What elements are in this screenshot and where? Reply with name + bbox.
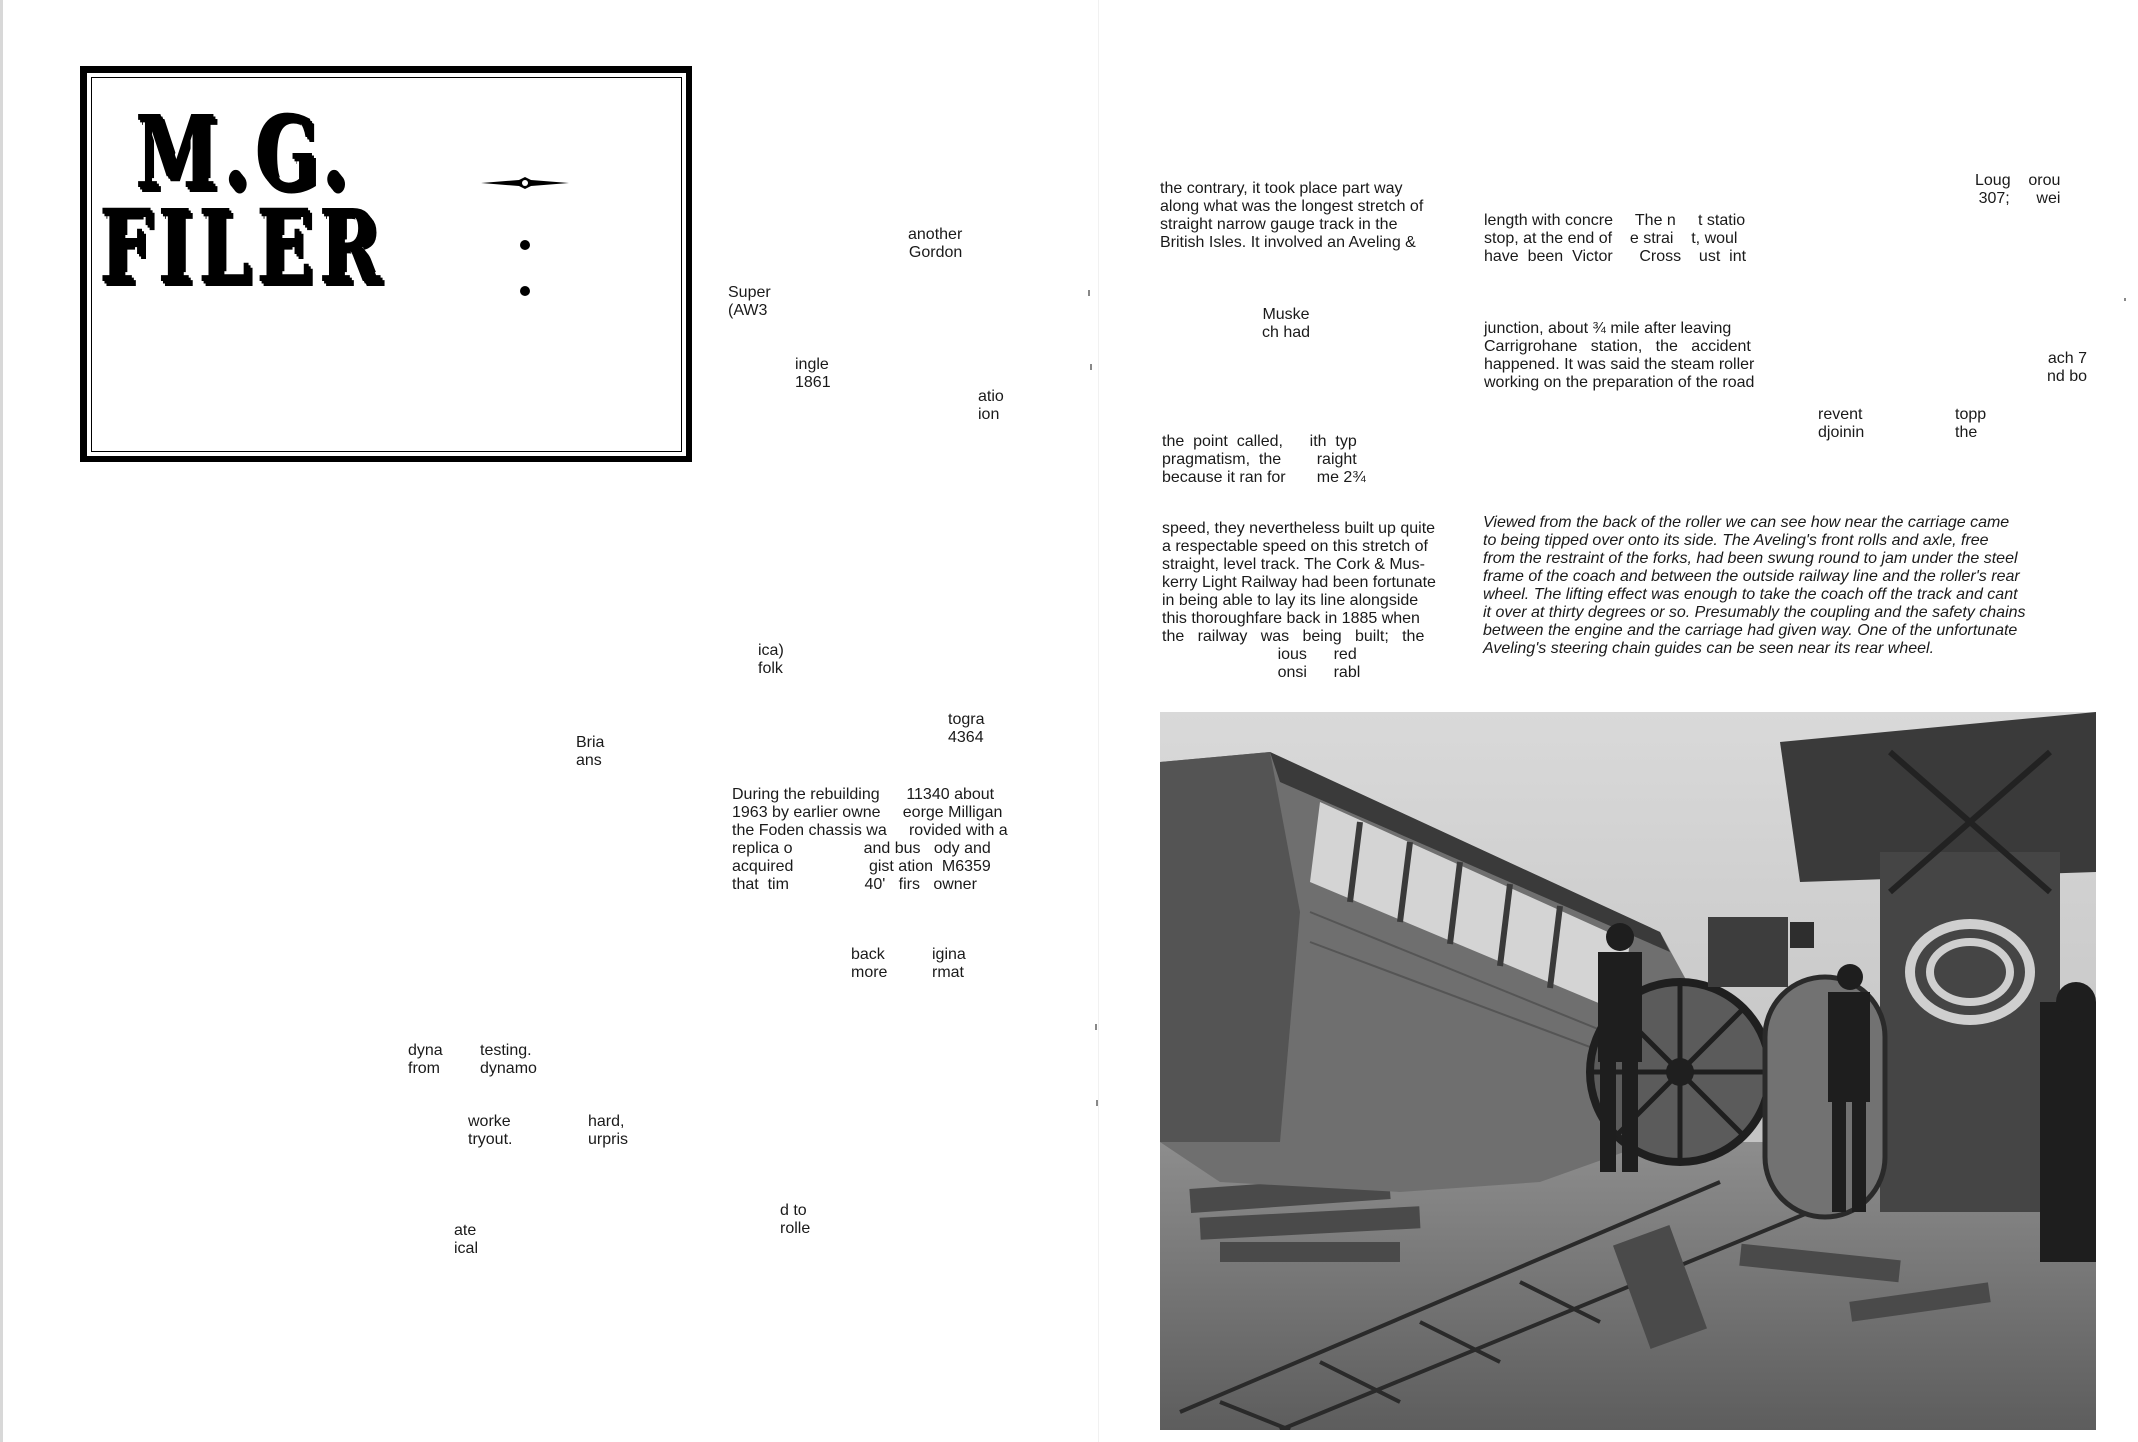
text-line: onsi rabl bbox=[1162, 664, 1361, 681]
text-line: 1963 by earlier owne eorge Milligan bbox=[732, 804, 1003, 821]
text-line: pragmatism, the raight bbox=[1162, 451, 1357, 468]
fragment-hard: hard, urpris bbox=[588, 1113, 629, 1148]
text-line: straight narrow gauge track in the bbox=[1160, 216, 1398, 233]
text-line: stop, at the end of e strai t, woul bbox=[1484, 230, 1738, 247]
caption-line: it over at thirty degrees or so. Presumably the coupling and the safety chains bbox=[1483, 604, 2026, 621]
text-line: along what was the longest stretch of bbox=[1160, 198, 1424, 215]
fragment-another: another Gordon bbox=[908, 226, 963, 261]
text-line: replica o and bus ody and bbox=[732, 840, 991, 857]
scan-mark bbox=[1095, 1024, 1097, 1030]
text-line: length with concre The n t statio bbox=[1484, 212, 1746, 229]
fragment-atio: atio ion bbox=[978, 388, 1004, 423]
text-line: a respectable speed on this stretch of bbox=[1162, 538, 1428, 555]
fragment-loug: Loug orou 307; wei bbox=[1975, 172, 2061, 207]
text-line: ch had bbox=[1262, 324, 1311, 341]
accident-photograph bbox=[1160, 712, 2096, 1430]
text-line: because it ran for me 2¾ bbox=[1162, 469, 1366, 486]
text-line: that tim 40' firs owner bbox=[732, 876, 977, 893]
column1-speed bbox=[1162, 520, 1436, 682]
column1-intro bbox=[1160, 180, 1423, 252]
fragment-worke: worke tryout. bbox=[468, 1113, 513, 1148]
fragment-ate: ate ical bbox=[454, 1222, 479, 1257]
text-line: Muske bbox=[1262, 306, 1310, 323]
text-line: this thoroughfare back in 1885 when bbox=[1162, 610, 1420, 627]
column2-junction bbox=[1484, 320, 1754, 392]
text-line: djoinin bbox=[1818, 424, 1865, 441]
caption-line: wheel. The lifting effect was enough to take the coach off the track and cant bbox=[1483, 586, 2018, 603]
text-line: acquired gist ation M6359 bbox=[732, 858, 991, 875]
author-initials: M.G. bbox=[135, 95, 353, 212]
text-line: ious red bbox=[1162, 646, 1357, 663]
page-gutter bbox=[1098, 0, 1099, 1442]
text-line: happened. It was said the steam roller bbox=[1484, 356, 1755, 373]
fragment-ach: ach 7 nd bo bbox=[2047, 350, 2088, 385]
text-line: the railway was being built; the bbox=[1162, 628, 1425, 645]
rebuild-paragraph bbox=[732, 786, 1008, 894]
fragment-back: back more bbox=[851, 946, 888, 981]
author-title-box bbox=[80, 66, 692, 462]
column1-muske bbox=[1262, 306, 1310, 342]
caption-line: Aveling's steering chain guides can be seen near its rear wheel. bbox=[1483, 640, 1935, 657]
text-line: straight, level track. The Cork & Mus- bbox=[1162, 556, 1425, 573]
text-line: the Foden chassis wa rovided with a bbox=[732, 822, 1008, 839]
text-line: revent bbox=[1818, 406, 1863, 423]
text-line: the contrary, it took place part way bbox=[1160, 180, 1403, 197]
caption-line: to being tipped over onto its side. The Aveling's front rolls and axle, free bbox=[1483, 532, 1989, 549]
caption-line: from the restraint of the forks, had been swung round to jam under the steel bbox=[1483, 550, 2018, 567]
fragment-bria: Bria ans bbox=[576, 734, 605, 769]
text-line: junction, about ¾ mile after leaving bbox=[1484, 320, 1732, 337]
fragment-igina: igina rmat bbox=[932, 946, 966, 981]
fragment-super: Super (AW3 bbox=[728, 284, 771, 319]
fragment-ingle: ingle 1861 bbox=[795, 356, 831, 391]
text-line: British Isles. It involved an Aveling & bbox=[1160, 234, 1416, 251]
fragment-dyna: dyna from bbox=[408, 1042, 443, 1077]
ornament-icon bbox=[479, 173, 571, 313]
fragment-testing: testing. dynamo bbox=[480, 1042, 537, 1077]
text-line: working on the preparation of the road bbox=[1484, 374, 1755, 391]
caption-line: between the engine and the carriage had given way. One of the unfortunate bbox=[1483, 622, 2018, 639]
caption-line: frame of the coach and between the outside railway line and the roller's rear bbox=[1483, 568, 2020, 585]
caption-line: Viewed from the back of the roller we can see how near the carriage came bbox=[1483, 514, 2010, 531]
scan-mark bbox=[2124, 298, 2126, 301]
page-edge bbox=[0, 0, 3, 1442]
fragment-togra: togra 4364 bbox=[948, 711, 985, 746]
column2-length bbox=[1484, 212, 1746, 266]
fragment-d-to: d to rolle bbox=[780, 1202, 811, 1237]
fragment-topp: topp the bbox=[1955, 406, 1987, 441]
text-line: During the rebuilding 11340 about bbox=[732, 786, 995, 803]
text-line: in being able to lay its line alongside bbox=[1162, 592, 1419, 609]
scan-mark bbox=[1090, 364, 1092, 370]
text-line: the point called, ith typ bbox=[1162, 433, 1357, 450]
photo-caption bbox=[1483, 514, 2093, 658]
text-line: kerry Light Railway had been fortunate bbox=[1162, 574, 1436, 591]
text-line: have been Victor Cross ust int bbox=[1484, 248, 1747, 265]
author-surname: FILER bbox=[99, 189, 387, 306]
fragment-ica: ica) folk bbox=[758, 642, 784, 677]
column1-point bbox=[1162, 433, 1366, 487]
text-line: speed, they nevertheless built up quite bbox=[1162, 520, 1436, 537]
scan-mark bbox=[1096, 1100, 1098, 1106]
column2-revent bbox=[1818, 406, 1864, 442]
text-line: Carrigrohane station, the accident bbox=[1484, 338, 1751, 355]
scan-mark bbox=[1088, 290, 1090, 296]
